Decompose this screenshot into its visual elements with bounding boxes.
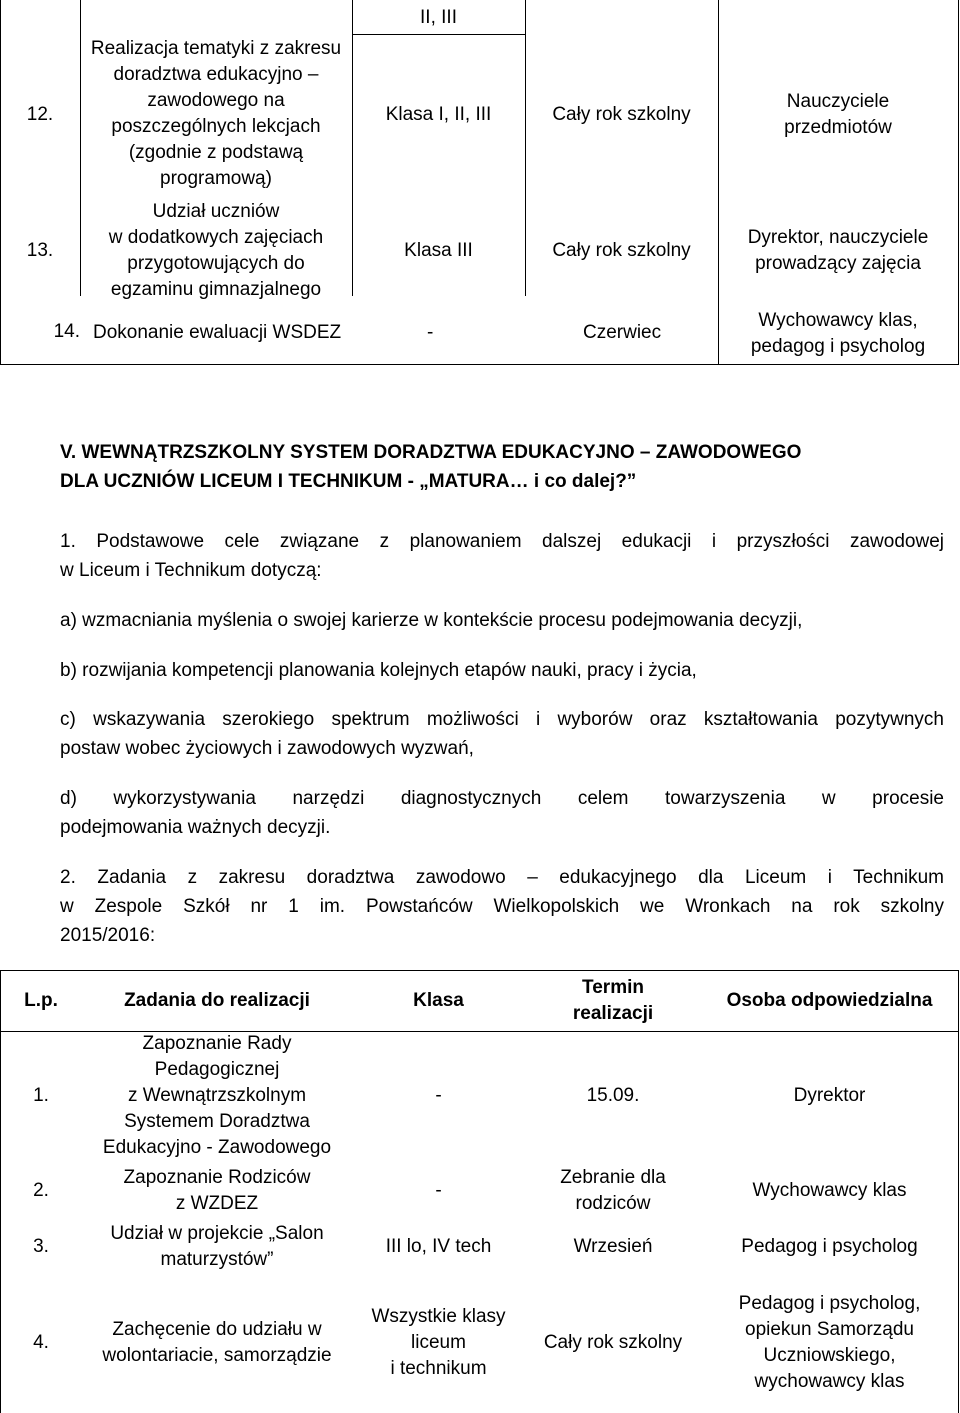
table-cell-task: Zachęcenie do udziału w wolontariacie, samorządzie: [102, 1319, 332, 1366]
table-row-number: 3.: [33, 1236, 49, 1257]
paragraph-1-line-2: w Liceum i Technikum dotyczą:: [60, 560, 322, 581]
term-cell: Czerwiec: [583, 322, 662, 343]
table-cell-task: Udział w projekcie „Salon maturzystów”: [110, 1223, 324, 1270]
class-cell: Klasa I, II, III: [385, 104, 492, 125]
task-cell: Realizacja tematyki z zakresu doradztwa edukacyjno – zawodowego na poszczególnych lekcjach (zgodnie z podstawą programową): [90, 38, 342, 189]
table-border-bottom: [0, 364, 959, 365]
term-cell: Cały rok szkolny: [552, 240, 691, 261]
paragraph-2-line-2: w Zespole Szkół nr 1 im. Powstańców Wielkopolskich we Wronkach na rok szkolny: [60, 896, 944, 917]
table-cell-term: 15.09.: [586, 1085, 640, 1106]
column-header-lp: L.p.: [24, 990, 58, 1011]
table-row-number: 2.: [33, 1180, 49, 1201]
table-cell-term: Cały rok szkolny: [543, 1332, 683, 1353]
table-cell-term: Zebranie dla rodziców: [560, 1167, 666, 1214]
term-cell: Cały rok szkolny: [552, 104, 691, 125]
table-header-fragment: II, III: [420, 7, 457, 28]
column-header-term: Termin realizacji: [572, 977, 654, 1024]
column-header-class: Klasa: [413, 990, 464, 1011]
responsible-cell: Nauczyciele przedmiotów: [784, 91, 892, 138]
row-number: 14.: [53, 321, 80, 342]
paragraph-2-line-3: 2015/2016:: [60, 925, 156, 946]
list-item-d-line-1: d) wykorzystywania narzędzi diagnostycznych celem towarzyszenia w procesie: [60, 788, 944, 809]
column-header-task: Zadania do realizacji: [124, 990, 310, 1011]
row-number: 12.: [26, 104, 54, 125]
table-cell-class: -: [435, 1085, 442, 1106]
task-cell: Udział uczniów w dodatkowych zajęciach przygotowujących do egzaminu gimnazjalnego: [108, 201, 324, 300]
paragraph-1-line-1: 1. Podstawowe cele związane z planowaniem dalszej edukacji i przyszłości zawodowej: [60, 531, 944, 552]
table-row-number: 4.: [33, 1332, 49, 1353]
paragraph-2-line-1: 2. Zadania z zakresu doradztwa zawodowo – edukacyjnego dla Liceum i Technikum: [60, 867, 944, 888]
list-item-c-line-2: postaw wobec życiowych i zawodowych wyzwań,: [60, 738, 474, 759]
table-cell-task: Zapoznanie Rodziców z WZDEZ: [123, 1167, 311, 1214]
table-cell-responsible: Dyrektor: [793, 1085, 866, 1106]
class-cell: -: [427, 322, 434, 343]
table-cell-class: III lo, IV tech: [385, 1236, 492, 1257]
row-number: 13.: [26, 240, 54, 261]
list-item-d-line-2: podejmowania ważnych decyzji.: [60, 817, 331, 838]
class-cell: Klasa III: [404, 240, 473, 261]
section-heading: V. WEWNĄTRZSZKOLNY SYSTEM DORADZTWA EDUKACYJNO – ZAWODOWEGO DLA UCZNIÓW LICEUM I TECHNIKUM - „MATURA… i co dalej?”: [60, 442, 802, 492]
table-cell-responsible: Pedagog i psycholog: [741, 1236, 918, 1257]
task-cell: Dokonanie ewaluacji WSDEZ: [93, 322, 342, 343]
responsible-cell: Dyrektor, nauczyciele prowadzący zajęcia: [747, 227, 929, 274]
column-header-responsible: Osoba odpowiedzialna: [726, 990, 933, 1011]
list-item-a: a) wzmacniania myślenia o swojej karierze w kontekście procesu podejmowania decyzji,: [60, 610, 803, 631]
table-cell-responsible: Wychowawcy klas: [752, 1180, 907, 1201]
list-item-c-line-1: c) wskazywania szerokiego spektrum możliwości i wyborów oraz kształtowania pozytywnych: [60, 709, 944, 730]
table-cell-class: -: [435, 1180, 442, 1201]
responsible-cell: Wychowawcy klas, pedagog i psycholog: [750, 310, 926, 357]
table-cell-responsible: Pedagog i psycholog, opiekun Samorządu Uczniowskiego, wychowawcy klas: [738, 1293, 921, 1392]
list-item-b: b) rozwijania kompetencji planowania kolejnych etapów nauki, pracy i życia,: [60, 660, 697, 681]
table-row-number: 1.: [33, 1085, 49, 1106]
table-cell-class: Wszystkie klasy liceum i technikum: [371, 1306, 506, 1379]
table-border-right: [958, 970, 959, 1413]
table-divider: [352, 34, 525, 35]
table-border-right: [958, 0, 959, 364]
table-cell-task: Zapoznanie Rady Pedagogicznej z Wewnątrzszkolnym Systemem Doradztwa Edukacyjno - Zawodowego: [102, 1033, 332, 1158]
table-border-top: [0, 970, 959, 971]
table-cell-term: Wrzesień: [573, 1236, 653, 1257]
